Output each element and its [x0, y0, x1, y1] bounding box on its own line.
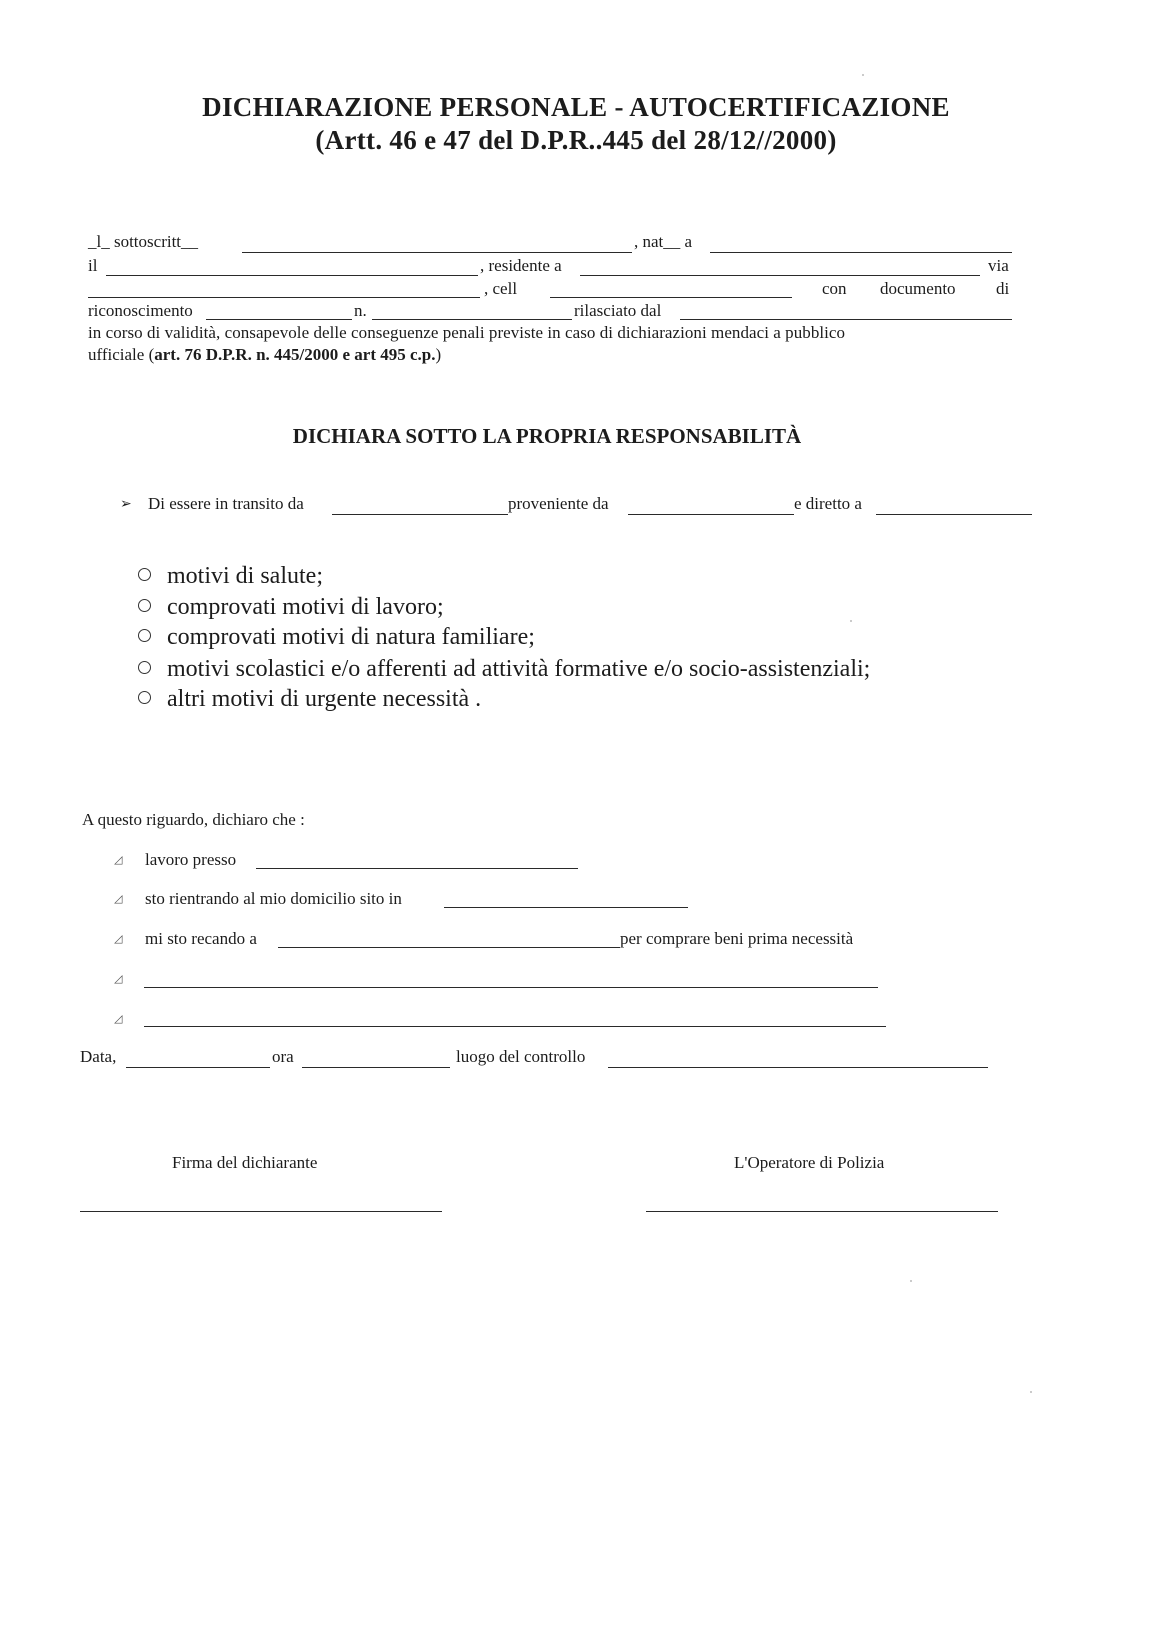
- validity-text-line2: ufficiale (art. 76 D.P.R. n. 445/2000 e art 495 c.p.): [88, 345, 442, 364]
- diretto-label: e diretto a: [794, 494, 862, 513]
- transit-label: Di essere in transito da: [148, 494, 304, 513]
- option-scolastici[interactable]: motivi scolastici e/o afferenti ad attività formative e/o socio-assistenziali;: [138, 656, 870, 683]
- destination-field[interactable]: [876, 514, 1032, 515]
- document-type-field[interactable]: [206, 319, 352, 320]
- option-urgente[interactable]: altri motivi di urgente necessità .: [138, 686, 481, 713]
- checkmark-icon[interactable]: ◿: [114, 1012, 123, 1025]
- birthdate-field[interactable]: [106, 275, 478, 276]
- radio-circle-icon[interactable]: [138, 691, 151, 704]
- origin-field[interactable]: [628, 514, 794, 515]
- home-address-field[interactable]: [444, 907, 688, 908]
- comprare-label: per comprare beni prima necessità: [620, 929, 854, 948]
- declaration-heading: DICHIARA SOTTO LA PROPRIA RESPONSABILITÀ: [292, 424, 802, 448]
- declarant-signature-field[interactable]: [80, 1211, 442, 1212]
- firma-label: Firma del dichiarante: [172, 1153, 318, 1172]
- details-intro: A questo riguardo, dichiaro che :: [82, 810, 305, 829]
- option-salute[interactable]: motivi di salute;: [138, 563, 323, 590]
- cell-label: , cell: [484, 279, 518, 298]
- checkmark-icon[interactable]: ◿: [114, 932, 123, 945]
- documento-label: documento: [880, 279, 956, 298]
- con-label: con: [822, 279, 847, 298]
- other-reason-field-2[interactable]: [144, 1026, 886, 1027]
- proveniente-label: proveniente da: [508, 494, 609, 513]
- option-lavoro[interactable]: comprovati motivi di lavoro;: [138, 594, 444, 621]
- riconoscimento-label: riconoscimento: [88, 301, 193, 320]
- residente-label: , residente a: [480, 256, 562, 275]
- validity-text-line1: in corso di validità, consapevole delle conseguenze penali previste in caso di dichiarazioni mendaci a pubblico: [88, 323, 846, 342]
- sottoscritto-label: _l_ sottoscritt__: [88, 232, 199, 251]
- issuer-field[interactable]: [680, 319, 1012, 320]
- radio-circle-icon[interactable]: [138, 568, 151, 581]
- radio-circle-icon[interactable]: [138, 599, 151, 612]
- di-label: di: [996, 279, 1010, 298]
- lavoro-presso-label: lavoro presso: [145, 850, 237, 869]
- date-field[interactable]: [126, 1067, 270, 1068]
- nato-a-label: , nat__ a: [634, 232, 693, 251]
- numero-label: n.: [354, 301, 367, 320]
- officer-signature-field[interactable]: [646, 1211, 998, 1212]
- operatore-label: L'Operatore di Polizia: [734, 1153, 885, 1172]
- place-field[interactable]: [608, 1067, 988, 1068]
- address-field[interactable]: [88, 297, 480, 298]
- scan-speck: [910, 1280, 912, 1282]
- checkmark-icon[interactable]: ◿: [114, 853, 123, 866]
- data-label: Data,: [80, 1047, 117, 1066]
- via-label: via: [988, 256, 1009, 275]
- time-field[interactable]: [302, 1067, 450, 1068]
- form-title: DICHIARAZIONE PERSONALE - AUTOCERTIFICAZIONE: [202, 92, 950, 122]
- checkmark-icon[interactable]: ◿: [114, 972, 123, 985]
- workplace-field[interactable]: [256, 868, 578, 869]
- other-reason-field-1[interactable]: [144, 987, 878, 988]
- residence-field[interactable]: [580, 275, 980, 276]
- rilasciato-label: rilasciato dal: [574, 301, 662, 320]
- form-subtitle: (Artt. 46 e 47 del D.P.R..445 del 28/12//2000): [315, 125, 837, 155]
- scan-speck: [862, 74, 864, 76]
- checkmark-icon[interactable]: ◿: [114, 892, 123, 905]
- rientrando-label: sto rientrando al mio domicilio sito in: [145, 889, 402, 908]
- arrow-bullet-icon: ➢: [120, 496, 132, 512]
- shop-destination-field[interactable]: [278, 947, 620, 948]
- ora-label: ora: [272, 1047, 294, 1066]
- radio-circle-icon[interactable]: [138, 661, 151, 674]
- birthplace-field[interactable]: [710, 252, 1012, 253]
- transit-from-field[interactable]: [332, 514, 508, 515]
- cell-field[interactable]: [550, 297, 792, 298]
- option-familiare[interactable]: comprovati motivi di natura familiare;: [138, 624, 535, 651]
- recando-label: mi sto recando a: [145, 929, 257, 948]
- luogo-label: luogo del controllo: [456, 1047, 586, 1066]
- radio-circle-icon[interactable]: [138, 629, 151, 642]
- name-field[interactable]: [242, 252, 632, 253]
- scan-speck: [850, 620, 852, 622]
- scan-speck: [1030, 1391, 1032, 1393]
- il-label: il: [88, 256, 98, 275]
- document-number-field[interactable]: [372, 319, 572, 320]
